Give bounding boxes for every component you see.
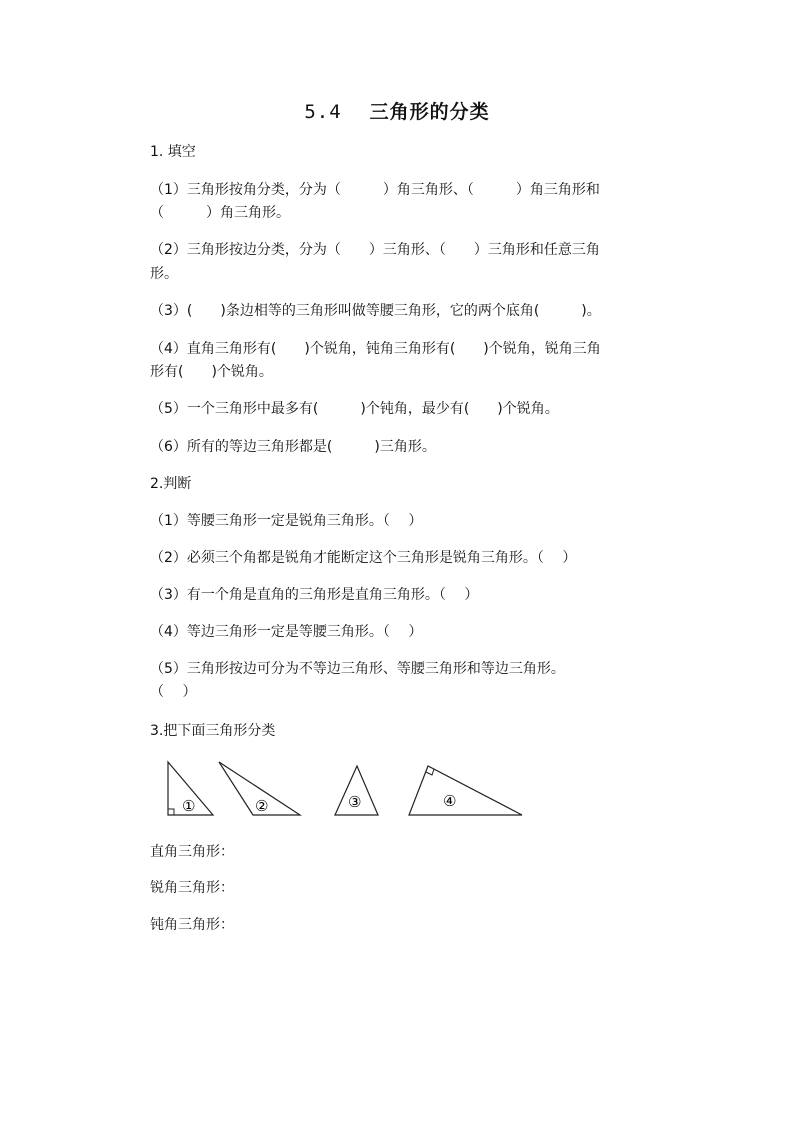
fill-item-1-line2: （ ）角三角形。 — [150, 205, 290, 221]
triangle-1-label: ① — [182, 797, 196, 815]
judge-item-5-line2: （ ） — [150, 684, 197, 700]
triangle-4-label: ④ — [443, 792, 457, 810]
triangle-3 — [335, 766, 378, 815]
answer-obtuse-triangle: 钝角三角形： — [150, 917, 234, 933]
fill-item-4-line2: 形有( )个锐角。 — [150, 364, 273, 380]
section3-heading: 3.把下面三角形分类 — [150, 723, 276, 739]
triangle-4 — [409, 766, 522, 815]
judge-item-3: （3）有一个角是直角的三角形是直角三角形。（ ） — [150, 587, 479, 603]
page-title — [0, 97, 794, 124]
fill-item-4-line1: （4）直角三角形有( )个锐角，钝角三角形有( )个锐角，锐角三角 — [150, 341, 601, 357]
fill-item-1-line1: （1）三角形按角分类，分为（ ）角三角形、（ ）角三角形和 — [150, 182, 600, 198]
triangle-1 — [168, 762, 213, 815]
triangle-2 — [219, 762, 300, 815]
fill-item-2-line1: （2）三角形按边分类，分为（ ）三角形、（ ）三角形和任意三角 — [150, 242, 600, 258]
triangles-figure — [160, 760, 540, 822]
title-number: 5.4 — [304, 101, 342, 123]
section1-heading: 1. 填空 — [150, 144, 196, 160]
title-text: 三角形的分类 — [369, 101, 490, 123]
answer-acute-triangle: 锐角三角形： — [150, 880, 234, 896]
fill-item-6: （6）所有的等边三角形都是( )三角形。 — [150, 439, 436, 455]
judge-item-1: （1）等腰三角形一定是锐角三角形。（ ） — [150, 513, 423, 529]
fill-item-2-line2: 形。 — [150, 266, 178, 282]
judge-item-2: （2）必须三个角都是锐角才能断定这个三角形是锐角三角形。（ ） — [150, 550, 577, 566]
answer-right-triangle: 直角三角形： — [150, 844, 234, 860]
triangle-3-label: ③ — [348, 793, 362, 811]
section2-heading: 2.判断 — [150, 476, 192, 492]
fill-item-3: （3）( )条边相等的三角形叫做等腰三角形，它的两个底角( )。 — [150, 303, 601, 319]
judge-item-4: （4）等边三角形一定是等腰三角形。（ ） — [150, 624, 423, 640]
fill-item-5: （5）一个三角形中最多有( )个钝角，最少有( )个锐角。 — [150, 401, 559, 417]
judge-item-5-line1: （5）三角形按边可分为不等边三角形、等腰三角形和等边三角形。 — [150, 661, 565, 677]
triangle-2-label: ② — [255, 797, 269, 815]
